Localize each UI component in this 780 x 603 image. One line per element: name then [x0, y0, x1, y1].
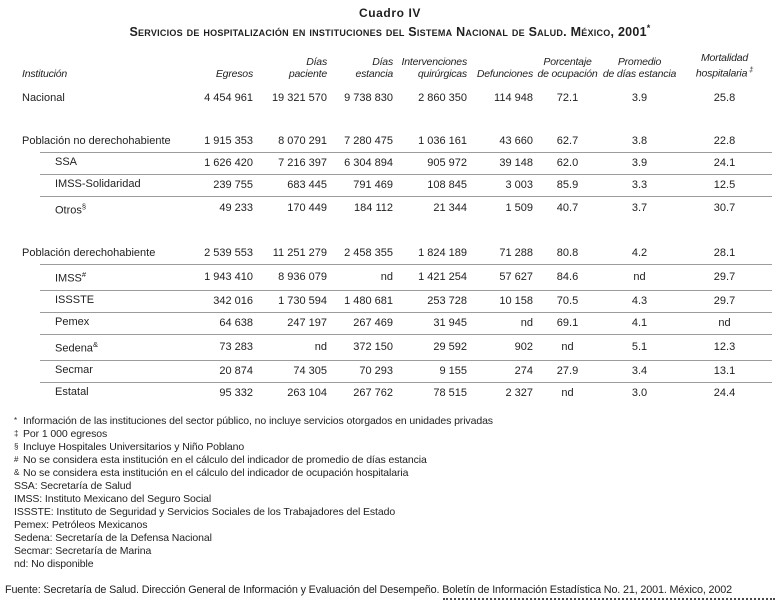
column-header: Egresos — [215, 67, 253, 80]
footnote: ‡ Por 1 000 egresos — [14, 427, 108, 440]
value-cell: 9 155 — [394, 360, 468, 382]
value-cell: 27.9 — [534, 360, 602, 382]
value-cell: 1 480 681 — [328, 290, 394, 312]
value-cell: 12.5 — [678, 174, 772, 196]
value-cell: 21 344 — [394, 196, 468, 222]
value-cell: 184 112 — [328, 196, 394, 222]
title-footnote-marker: * — [646, 23, 651, 33]
value-cell: nd — [534, 382, 602, 404]
institution-cell: ISSSTE — [22, 290, 190, 312]
source-line: Fuente: Secretaría de Salud. Dirección General de Información y Evaluación del Desempeño. Boletín de Información Estadística No. 21, 2001. México, 2002 — [5, 584, 732, 596]
table-row — [22, 290, 772, 312]
footnote-marker: * — [14, 415, 18, 425]
abbreviation-definition: Pemex: Petróleos Mexicanos — [14, 518, 148, 531]
value-cell: 239 755 — [190, 174, 254, 196]
table-row — [22, 334, 772, 360]
value-cell: 25.8 — [713, 91, 736, 104]
value-cell: 31 945 — [394, 312, 468, 334]
table-header-row — [22, 52, 772, 88]
footnote: # No se considera esta institución en el cálculo del indicador de promedio de días estancia — [14, 453, 427, 466]
institution-cell: IMSS# — [22, 264, 190, 290]
value-cell: 24.4 — [678, 382, 772, 404]
value-cell: 683 445 — [254, 174, 328, 196]
value-cell: 1 730 594 — [254, 290, 328, 312]
value-cell: 8 936 079 — [254, 264, 328, 290]
value-cell: 1 824 189 — [418, 247, 467, 260]
value-cell: 1 036 161 — [418, 134, 467, 147]
value-cell: 13.1 — [678, 360, 772, 382]
value-cell: 29.7 — [678, 290, 772, 312]
value-cell: 5.1 — [602, 334, 678, 360]
value-cell: 3.8 — [631, 134, 648, 147]
footnote: & No se considera esta institución en el cálculo del indicador de ocupación hospitalaria — [14, 466, 409, 479]
value-cell: 170 449 — [254, 196, 328, 222]
value-cell: 70 293 — [328, 360, 394, 382]
value-cell: 2 327 — [468, 382, 534, 404]
value-cell: 902 — [468, 334, 534, 360]
column-header: Promedio de días estancia — [602, 55, 677, 80]
value-cell: 57 627 — [468, 264, 534, 290]
value-cell: 1 943 410 — [190, 264, 254, 290]
value-cell: nd — [678, 312, 772, 334]
value-cell: 6 304 894 — [328, 152, 394, 174]
value-cell: 1 421 254 — [394, 264, 468, 290]
institution-cell: Población derechohabiente — [22, 247, 156, 260]
value-cell: 4 454 961 — [204, 91, 253, 104]
value-cell: 12.3 — [678, 334, 772, 360]
value-cell: nd — [468, 312, 534, 334]
value-cell: 10 158 — [468, 290, 534, 312]
value-cell: 4.1 — [602, 312, 678, 334]
value-cell: 7 216 397 — [254, 152, 328, 174]
value-cell: 2 458 355 — [344, 247, 393, 260]
footnote-list — [14, 415, 772, 480]
value-cell: 85.9 — [534, 174, 602, 196]
value-cell: 3.9 — [631, 91, 648, 104]
value-cell: 905 972 — [394, 152, 468, 174]
institution-cell: Estatal — [22, 382, 190, 404]
value-cell: 9 738 830 — [344, 91, 393, 104]
value-cell: nd — [254, 334, 328, 360]
abbreviation-definition: nd: No disponible — [14, 557, 94, 570]
value-cell: 28.1 — [713, 247, 736, 260]
page-title-text: Servicios de hospitalización en instituciones del Sistema Nacional de Salud. México, 2001 — [129, 25, 647, 40]
value-cell: 1 509 — [468, 196, 534, 222]
footnote: § Incluye Hospitales Universitarios y Niño Poblano — [14, 440, 245, 453]
value-cell: 2 860 350 — [418, 91, 467, 104]
value-cell: 267 469 — [328, 312, 394, 334]
table-row — [22, 264, 772, 290]
value-cell: 4.2 — [631, 247, 648, 260]
value-cell: 64 638 — [190, 312, 254, 334]
column-header: Porcentaje de ocupación — [537, 55, 598, 80]
column-header: Intervenciones quirúrgicas — [401, 55, 467, 80]
value-cell: 372 150 — [328, 334, 394, 360]
value-cell: 72.1 — [556, 91, 579, 104]
value-cell: 3.0 — [602, 382, 678, 404]
value-cell: 70.5 — [534, 290, 602, 312]
institution-cell: IMSS-Solidaridad — [22, 174, 190, 196]
value-cell: 30.7 — [678, 196, 772, 222]
value-cell: 1 915 353 — [204, 134, 253, 147]
institution-cell: Sedena& — [22, 334, 190, 360]
value-cell: 791 469 — [328, 174, 394, 196]
value-cell: 39 148 — [468, 152, 534, 174]
value-cell: 11 251 279 — [272, 247, 327, 260]
column-header: Días paciente — [288, 55, 327, 80]
table-row — [22, 382, 772, 404]
table-row — [22, 109, 772, 152]
value-cell: 108 845 — [394, 174, 468, 196]
value-cell: 74 305 — [254, 360, 328, 382]
value-cell: 3.7 — [602, 196, 678, 222]
abbreviation-definition: IMSS: Instituto Mexicano del Seguro Social — [14, 492, 212, 505]
footnote-marker: & — [14, 467, 20, 477]
footnote-marker: ‡ — [747, 65, 754, 75]
table-row — [22, 88, 772, 109]
value-cell: 274 — [468, 360, 534, 382]
value-cell: 22.8 — [713, 134, 736, 147]
footnote-marker: # — [81, 270, 87, 280]
value-cell: 253 728 — [394, 290, 468, 312]
footnote-marker: § — [14, 441, 19, 451]
table-row — [22, 360, 772, 382]
value-cell: 84.6 — [534, 264, 602, 290]
value-cell: 1 626 420 — [190, 152, 254, 174]
institution-cell: Otros§ — [22, 196, 190, 222]
abbreviation-definitions — [14, 480, 772, 571]
value-cell: 7 280 475 — [344, 134, 393, 147]
table-row — [22, 312, 772, 334]
value-cell: 49 233 — [190, 196, 254, 222]
value-cell: nd — [328, 264, 394, 290]
column-header: Institución — [22, 67, 68, 80]
value-cell: 114 948 — [494, 91, 533, 104]
value-cell: 29 592 — [394, 334, 468, 360]
value-cell: 62.7 — [556, 134, 579, 147]
abbreviation-definition: SSA: Secretaría de Salud — [14, 479, 132, 492]
value-cell: 4.3 — [602, 290, 678, 312]
value-cell: 263 104 — [254, 382, 328, 404]
value-cell: 80.8 — [556, 247, 579, 260]
footnote-marker: ‡ — [14, 428, 19, 438]
footnote: * Información de las instituciones del sector público, no incluye servicios otorgados en unidades privadas — [14, 414, 493, 427]
value-cell: 20 874 — [190, 360, 254, 382]
column-header: Días estancia — [355, 55, 393, 80]
value-cell: 43 660 — [499, 134, 533, 147]
value-cell: 3 003 — [468, 174, 534, 196]
value-cell: 69.1 — [534, 312, 602, 334]
table-row — [22, 174, 772, 196]
value-cell: nd — [602, 264, 678, 290]
value-cell: 267 762 — [328, 382, 394, 404]
value-cell: 73 283 — [190, 334, 254, 360]
value-cell: nd — [534, 334, 602, 360]
column-header: Mortalidad hospitalaria ‡ — [695, 52, 754, 80]
footnote-marker: # — [14, 454, 19, 464]
value-cell: 3.4 — [602, 360, 678, 382]
table-row — [22, 221, 772, 264]
value-cell: 95 332 — [190, 382, 254, 404]
value-cell: 3.3 — [602, 174, 678, 196]
institution-cell: Pemex — [22, 312, 190, 334]
value-cell: 247 197 — [254, 312, 328, 334]
table-number-title: Cuadro IV — [358, 6, 422, 20]
page-title — [22, 23, 758, 39]
table-row — [22, 152, 772, 174]
footnote-marker: & — [92, 339, 98, 349]
footnote-marker: § — [81, 201, 87, 211]
value-cell: 29.7 — [678, 264, 772, 290]
column-header: Defunciones — [476, 67, 533, 80]
value-cell: 62.0 — [534, 152, 602, 174]
table-row — [22, 196, 772, 222]
institution-cell: Secmar — [22, 360, 190, 382]
institution-cell: SSA — [22, 152, 190, 174]
value-cell: 342 016 — [190, 290, 254, 312]
value-cell: 24.1 — [678, 152, 772, 174]
value-cell: 3.9 — [602, 152, 678, 174]
value-cell: 78 515 — [394, 382, 468, 404]
value-cell: 71 288 — [499, 247, 533, 260]
hospitalization-table — [22, 52, 772, 403]
institution-cell: Población no derechohabiente — [22, 134, 171, 147]
abbreviation-definition: ISSSTE: Instituto de Seguridad y Servicios Sociales de los Trabajadores del Estado — [14, 505, 396, 518]
footnotes-section — [14, 415, 772, 571]
value-cell: 8 070 291 — [278, 134, 327, 147]
value-cell: 2 539 553 — [204, 247, 253, 260]
dotted-divider — [443, 598, 775, 600]
abbreviation-definition: Sedena: Secretaría de la Defensa Nacional — [14, 531, 212, 544]
value-cell: 40.7 — [534, 196, 602, 222]
abbreviation-definition: Secmar: Secretaría de Marina — [14, 544, 152, 557]
institution-cell: Nacional — [22, 91, 65, 104]
value-cell: 19 321 570 — [271, 91, 327, 104]
